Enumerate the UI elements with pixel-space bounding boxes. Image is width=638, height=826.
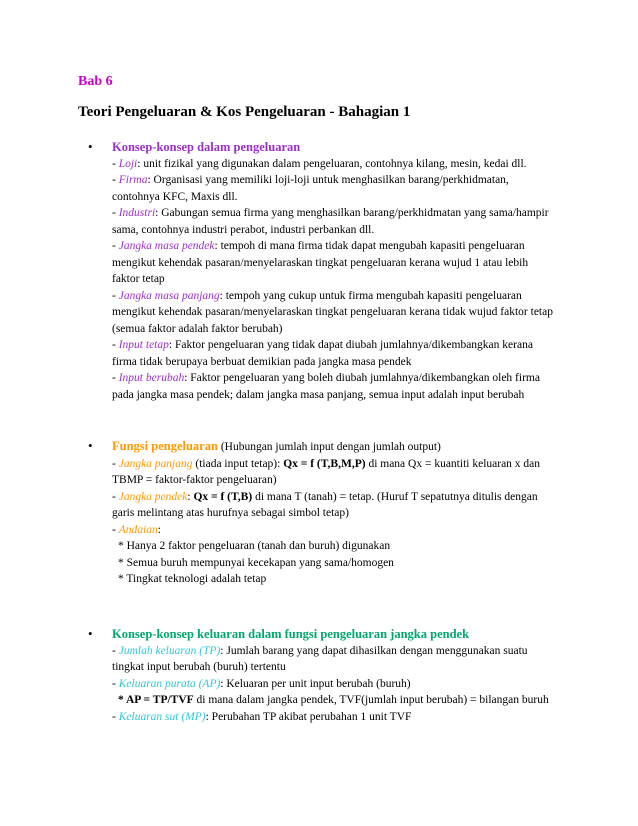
section-heading: Fungsi pengeluaran bbox=[112, 439, 218, 453]
bullet-icon: • bbox=[88, 626, 93, 641]
formula: Qx = f (T,B,M,P) bbox=[283, 457, 366, 470]
bullet-icon: • bbox=[88, 438, 93, 453]
definition-text: (tiada input tetap): bbox=[192, 457, 284, 470]
definition-text: : Faktor pengeluaran yang boleh diubah jumlahnya/dikembangkan oleh firma pada jangka masa pendek; dalam jangka masa panjang, semua input adalah input berubah bbox=[112, 372, 540, 401]
term: Jangka masa panjang bbox=[118, 289, 220, 302]
section-heading-line bbox=[112, 438, 558, 456]
definition-text: di mana T (tanah) = tetap. (Huruf T sepatutnya ditulis dengan garis melintang atas hurufnya sebagai simbol tetap) bbox=[112, 490, 538, 519]
definition-text: : bbox=[187, 490, 194, 503]
definition-text: : Organisasi yang memiliki loji-loji untuk menghasilkan barang/perkhidmatan, contohnya KFC, Maxis dll. bbox=[112, 174, 509, 203]
term: Input tetap bbox=[118, 339, 169, 351]
definition-item: - Jangka masa pendek: tempoh di mana firma tidak dapat mengubah kapasiti pengeluaran mengikut kehendak pasaran/menyelaraskan tingkat pengeluaran kerana wujud 1 atau lebih faktor tetap bbox=[112, 240, 529, 285]
definition-item: - Jumlah keluaran (TP): Jumlah barang yang dapat dihasilkan dengan menggunakan suatu tingkat input berubah (buruh) tertentu bbox=[112, 644, 528, 673]
definition-item: - Loji: unit fizikal yang digunakan dalam pengeluaran, contohnya kilang, mesin, kedai dll. bbox=[112, 157, 527, 170]
definition-item: - Industri: Gabungan semua firma yang menghasilkan barang/perkhidmatan yang sama/hampir sama, contohnya industri perabot, industri perbankan dll. bbox=[112, 207, 549, 236]
term: Keluaran purata (AP) bbox=[118, 677, 221, 690]
term: Keluaran sut (MP) bbox=[118, 710, 206, 723]
term: Jangka masa pendek bbox=[118, 240, 215, 252]
section-production-function bbox=[88, 438, 558, 588]
term: Jumlah keluaran (TP) bbox=[118, 644, 221, 657]
definition-text: di mana Qx = kuantiti keluaran x dan TBMP = faktor-faktor pengeluaran) bbox=[112, 457, 541, 486]
definition-item: - Jangka masa panjang: tempoh yang cukup untuk firma mengubah kapasiti pengeluaran mengikut kehendak pasaran/menyelaraskan tingkat pengeluaran kerana tidak wujud faktor tetap (semua faktor adalah faktor berubah) bbox=[112, 289, 553, 335]
term: Loji bbox=[118, 157, 138, 170]
bullet-icon: • bbox=[88, 139, 93, 154]
formula: Qx = f (T,B) bbox=[193, 490, 253, 503]
section-production-concepts bbox=[88, 139, 558, 403]
definition-text: : Faktor pengeluaran yang tidak dapat diubah jumlahnya/dikembangkan kerana firma tidak berupaya berbuat demikian pada jangka masa pendek bbox=[112, 339, 533, 368]
term: Industri bbox=[118, 207, 156, 219]
assumption-item: * Tingkat teknologi adalah tetap bbox=[118, 573, 267, 585]
definition-text: : tempoh yang cukup untuk firma mengubah kapasiti pengeluaran mengikut kehendak pasaran/menyelaraskan tingkat pengeluaran kerana tidak wujud faktor tetap (semua faktor adalah faktor berubah) bbox=[112, 289, 553, 335]
short-run-definition: - Jangka pendek: Qx = f (T,B) di mana T (tanah) = tetap. (Huruf T sepatutnya ditulis dengan garis melintang atas hurufnya sebagai simbol tetap) bbox=[112, 490, 538, 519]
formula: * AP = TP/TVF bbox=[118, 694, 194, 706]
assumptions-label: - Andaian: bbox=[112, 523, 161, 536]
definition-text: : tempoh di mana firma tidak dapat mengubah kapasiti pengeluaran mengikut kehendak pasaran/menyelaraskan tingkat pengeluaran kerana wujud 1 atau lebih faktor tetap bbox=[112, 240, 529, 285]
colon: : bbox=[157, 523, 161, 536]
definition-item: - Keluaran sut (MP): Perubahan TP akibat perubahan 1 unit TVF bbox=[112, 710, 412, 723]
assumption-item: * Semua buruh mempunyai kecekapan yang sama/homogen bbox=[118, 556, 394, 569]
chapter-label: Bab 6 bbox=[78, 74, 113, 89]
definition-item: - Input tetap: Faktor pengeluaran yang tidak dapat diubah jumlahnya/dikembangkan kerana firma tidak berupaya berbuat demikian pada jangka masa pendek bbox=[112, 339, 533, 368]
definition-text: : unit fizikal yang digunakan dalam pengeluaran, contohnya kilang, mesin, kedai dll. bbox=[137, 157, 527, 170]
term: Andaian bbox=[118, 523, 158, 536]
heading-note: (Hubungan jumlah input dengan jumlah output) bbox=[217, 441, 441, 453]
section-heading: Konsep-konsep keluaran dalam fungsi pengeluaran jangka pendek bbox=[112, 627, 470, 641]
section-heading: Konsep-konsep dalam pengeluaran bbox=[112, 140, 301, 154]
term: Jangka pendek bbox=[118, 490, 188, 503]
definition-item: - Keluaran purata (AP): Keluaran per unit input berubah (buruh) bbox=[112, 677, 411, 690]
assumption-item: * Hanya 2 faktor pengeluaran (tanah dan buruh) digunakan bbox=[118, 540, 391, 552]
definition-item: - Input berubah: Faktor pengeluaran yang boleh diubah jumlahnya/dikembangkan oleh firma pada jangka masa pendek; dalam jangka masa panjang, semua input adalah input berubah bbox=[112, 372, 540, 401]
section-output-concepts bbox=[88, 626, 558, 725]
term: Input berubah bbox=[118, 372, 185, 384]
definition-item: - Firma: Organisasi yang memiliki loji-loji untuk menghasilkan barang/perkhidmatan, contohnya KFC, Maxis dll. bbox=[112, 174, 509, 203]
long-run-definition: - Jangka panjang (tiada input tetap): Qx = f (T,B,M,P) di mana Qx = kuantiti keluaran x dan TBMP = faktor-faktor pengeluaran) bbox=[112, 457, 541, 486]
definition-text: : Keluaran per unit input berubah (buruh) bbox=[220, 677, 411, 690]
definition-text: : Perubahan TP akibat perubahan 1 unit TVF bbox=[205, 710, 412, 723]
term: Firma bbox=[118, 174, 148, 186]
page-title: Teori Pengeluaran & Kos Pengeluaran - Bahagian 1 bbox=[78, 104, 411, 120]
definition-text: : Gabungan semua firma yang menghasilkan barang/perkhidmatan yang sama/hampir sama, contohnya industri perabot, industri perbankan dll. bbox=[112, 207, 549, 236]
term: Jangka panjang bbox=[118, 457, 193, 470]
formula-line bbox=[112, 692, 558, 709]
formula-note: di mana dalam jangka pendek, TVF(jumlah input berubah) = bilangan buruh bbox=[193, 694, 549, 706]
definition-text: : Jumlah barang yang dapat dihasilkan dengan menggunakan suatu tingkat input berubah (buruh) tertentu bbox=[112, 644, 528, 673]
